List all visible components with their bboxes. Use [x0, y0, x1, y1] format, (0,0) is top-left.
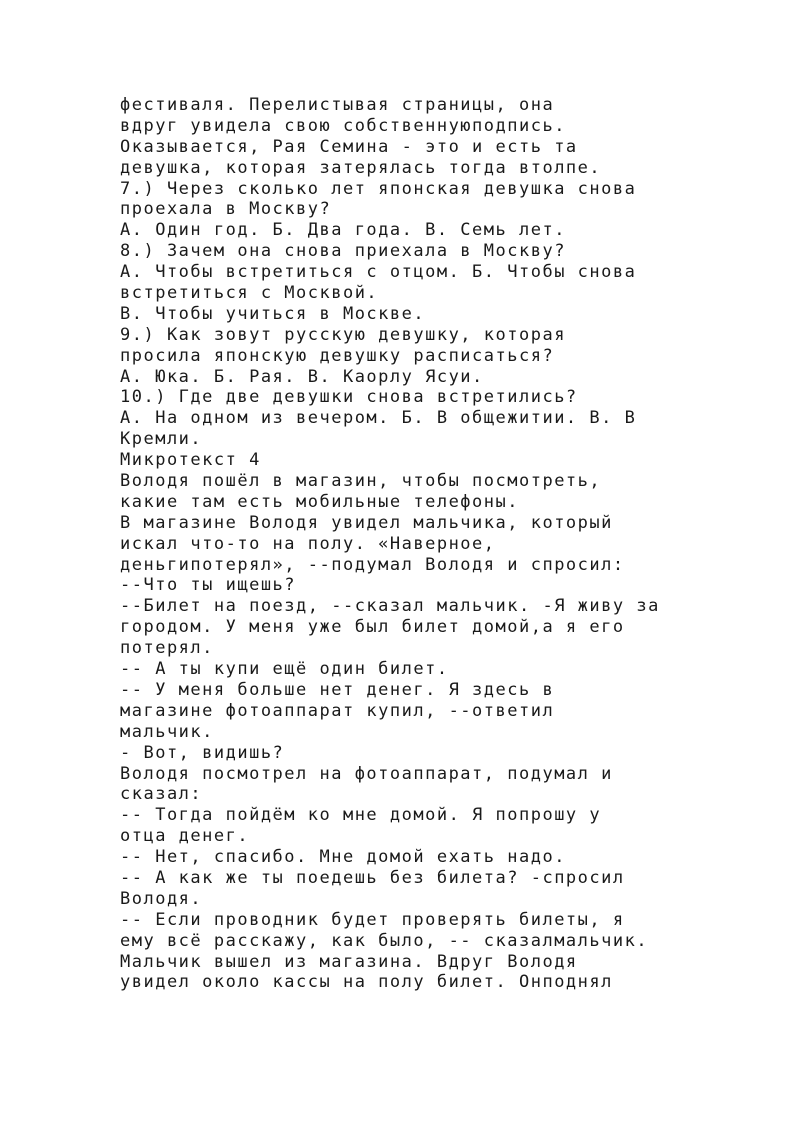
text-line: ему всё расскажу, как было, -- сказалмальчик. [120, 930, 649, 951]
text-line: сказал: [120, 784, 203, 805]
text-line: деньгипотерял», --подумал Володя и спросил: [120, 554, 625, 575]
question-10: 10.) Где две девушки снова встретились? [120, 387, 578, 408]
text-line: Володя посмотрел на фотоаппарат, подумал и [120, 763, 613, 784]
dialogue-line: --Билет на поезд, --сказал мальчик. -Я живу за [120, 596, 660, 617]
text-line: Володя. [120, 888, 203, 909]
dialogue-line: -- А ты купи ещё один билет. [120, 659, 449, 680]
dialogue-line: --Что ты ищешь? [120, 575, 297, 596]
dialogue-line: -- У меня больше нет денег. Я здесь в [120, 679, 555, 700]
text-line: Володя пошёл в магазин, чтобы посмотреть, [120, 471, 602, 492]
answer-options-9: А. Юка. Б. Рая. В. Каорлу Ясуи. [120, 366, 484, 387]
dialogue-line: -- Тогда пойдём ко мне домой. Я попрошу у [120, 805, 602, 826]
answer-options-7: А. Один год. Б. Два года. В. Семь лет. [120, 220, 566, 241]
dialogue-line: - Вот, видишь? [120, 742, 285, 763]
text-line: Мальчик вышел из магазина. Вдруг Володя [120, 951, 578, 972]
text-line: Кремли. [120, 429, 203, 450]
text-line: В. Чтобы учиться в Москве. [120, 303, 426, 324]
question-9: 9.) Как зовут русскую девушку, которая [120, 324, 566, 345]
dialogue-line: -- А как же ты поедешь без билета? -спросил [120, 867, 625, 888]
dialogue-line: -- Нет, спасибо. Мне домой ехать надо. [120, 847, 566, 868]
text-line: отца денег. [120, 826, 250, 847]
text-line: магазине фотоаппарат купил, --ответил [120, 700, 555, 721]
text-line: встретиться с Москвой. [120, 283, 379, 304]
text-line: просила японскую девушку расписаться? [120, 345, 555, 366]
dialogue-line: -- Если проводник будет проверять билеты, я [120, 909, 625, 930]
text-line: вдруг увидела свою собственнуюподпись. [120, 115, 566, 136]
text-line: В магазине Володя увидел мальчика, который [120, 512, 613, 533]
answer-options-10: А. На одном из вечером. Б. В общежитии. В. В [120, 408, 637, 429]
text-line: какие там есть мобильные телефоны. [120, 491, 519, 512]
document-text [120, 95, 700, 993]
text-line: девушка, которая затерялась тогда втолпе. [120, 157, 602, 178]
text-line: искал что-то на полу. «Наверное, [120, 533, 496, 554]
text-line: мальчик. [120, 721, 214, 742]
text-line: городом. У меня уже был билет домой,а я его [120, 617, 625, 638]
answer-options-8: А. Чтобы встретиться с отцом. Б. Чтобы снова [120, 262, 637, 283]
text-line: фестиваля. Перелистывая страницы, она [120, 95, 555, 115]
text-line: Оказывается, Рая Семина - это и есть та [120, 136, 578, 157]
section-heading: Микротекст 4 [120, 450, 261, 471]
text-line: потерял. [120, 638, 214, 659]
text-line: проехала в Москву? [120, 199, 332, 220]
question-7: 7.) Через сколько лет японская девушка снова [120, 178, 637, 199]
text-line: увидел около кассы на полу билет. Онподнял [120, 972, 613, 993]
question-8: 8.) Зачем она снова приехала в Москву? [120, 241, 566, 262]
